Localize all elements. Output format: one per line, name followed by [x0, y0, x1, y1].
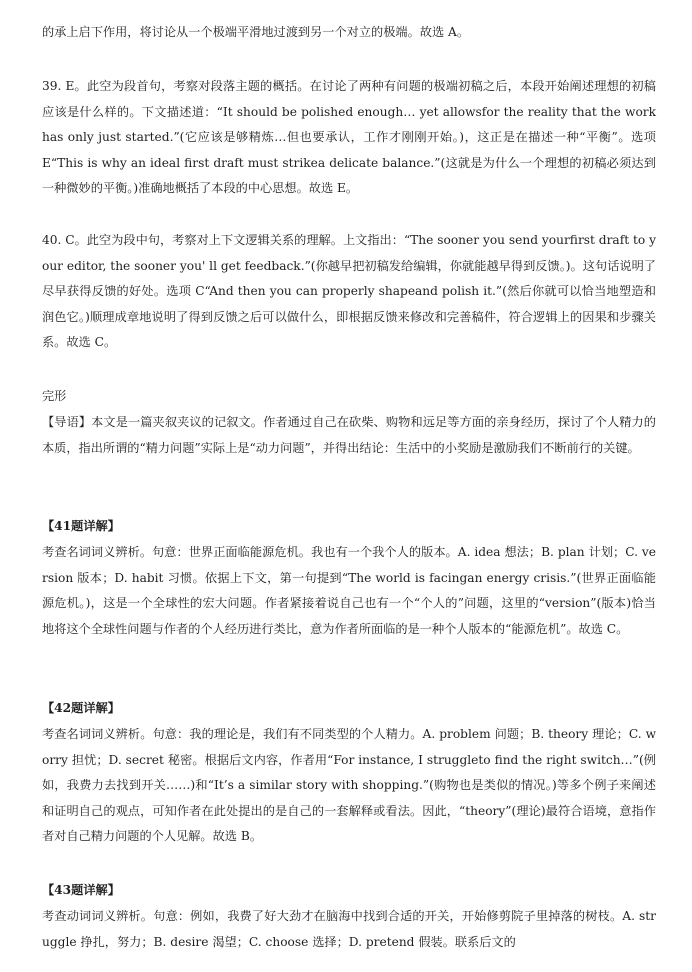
paragraph-q41: 考查名词词义辨析。句意：世界正面临能源危机。我也有一个我个人的版本。A. idea 想法；B. plan 计划；C. version 版本；D. habit 习惯。依据上下文，第一句提到“The world is facingan energy crisis.”(世界正面临能源危机。)，这是一个全球性的宏大问题。作者紧接着说自己也有一个“个人的”问题，这里的“version”(版本)恰当地将这个全球性问题与作者的个人经历进行类比，意为作者所面临的是一种个人版本的“能源危机”。故选 C。: [42, 545, 656, 636]
paragraph-introduction: 【导语】本文是一篇夹叙夹议的记叙文。作者通过自己在砍柴、购物和远足等方面的亲身经历，探讨了个人精力的本质，指出所谓的“精力问题”实际上是“动力问题”，并得出结论：生活中的小奖励是激励我们不断前行的关键。: [42, 415, 656, 455]
paragraph-q43: 考查动词词义辨析。句意：例如，我费了好大劲才在脑海中找到合适的开关，开始修剪院子里掉落的树枝。A. struggle 挣扎，努力；B. desire 渴望；C. choose 选择；D. pretend 假装。联系后文的: [42, 909, 656, 949]
heading-q42: 【42题详解】: [42, 701, 120, 715]
paragraph-38-end: 的承上启下作用，将讨论从一个极端平滑地过渡到另一个对立的极端。故选 A。: [42, 25, 470, 39]
paragraph-40: 40. C。此空为段中句，考察对上下文逻辑关系的理解。上文指出：“The sooner you send yourfirst draft to your editor, the sooner you' ll get feedback.”(你越早把初稿发给编辑，你就能越早得到反馈。)。这句话说明了尽早获得反馈的好处。选项 C“And then you can properly shapeand polish it.”(然后你就可以恰当地塑造和润色它。)顺理成章地说明了得到反馈之后可以做什么，即根据反馈来修改和完善稿件，符合逻辑上的因果和步骤关系。故选 C。: [42, 233, 656, 349]
paragraph-q42: 考查名词词义辨析。句意：我的理论是，我们有不同类型的个人精力。A. problem 问题；B. theory 理论；C. worry 担忧；D. secret 秘密。根据后文内容，作者用“For instance, I struggleto find the right switch…”(例如，我费力去找到开关……)和“It’s a similar story with shopping.”(购物也是类似的情况。)等多个例子来阐述和证明自己的观点，可知作者在此处提出的是自己的一套解释或看法。因此，“theory”(理论)最符合语境，意指作者对自己精力问题的个人见解。故选 B。: [42, 727, 656, 843]
paragraph-39: 39. E。此空为段首句，考察对段落主题的概括。在讨论了两种有问题的极端初稿之后，本段开始阐述理想的初稿应该是什么样的。下文描述道：“It should be polished enough… yet allowsfor the reality that the work has only just started.”(它应该是够精炼…但也要承认，工作才刚刚开始。)，这正是在描述一种“平衡”。选项 E“This is why an ideal first draft must strikea delicate balance.”(这就是为什么一个理想的初稿必须达到一种微妙的平衡。)准确地概括了本段的中心思想。故选 E。: [42, 79, 656, 195]
heading-q41: 【41题详解】: [42, 519, 120, 533]
section-title-cloze: 完形: [42, 389, 67, 403]
heading-q43: 【43题详解】: [42, 883, 120, 897]
